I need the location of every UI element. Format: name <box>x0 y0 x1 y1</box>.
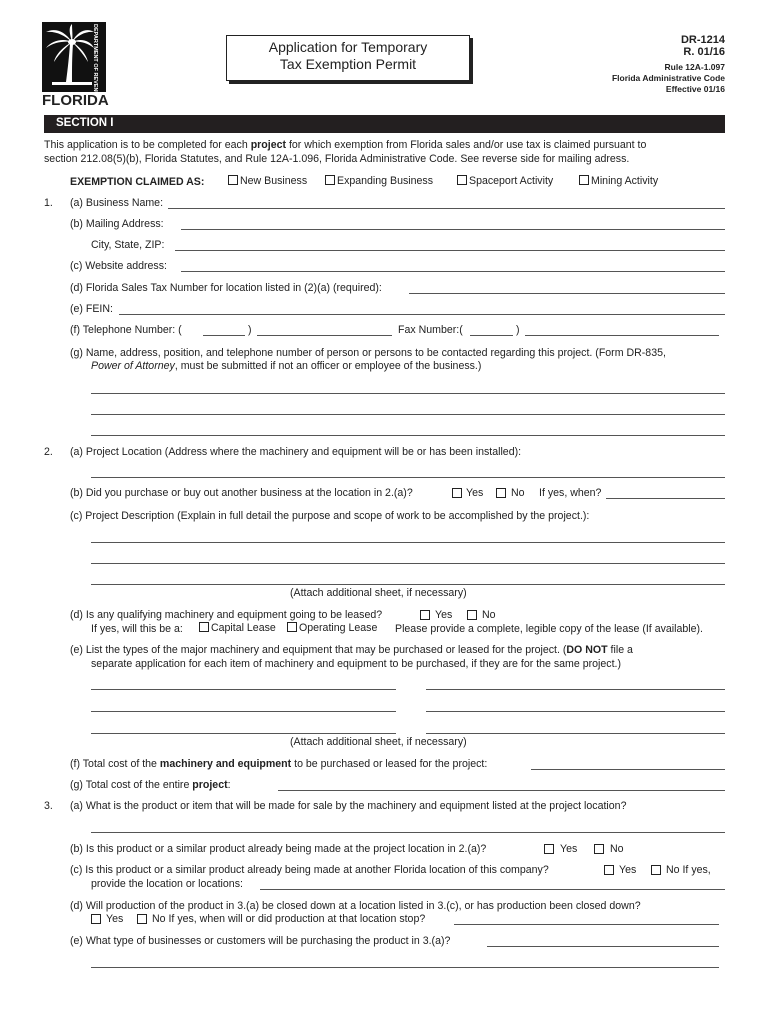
form-number: DR-1214 <box>680 34 725 46</box>
contact-field-3[interactable] <box>91 435 725 436</box>
checkbox[interactable] <box>325 175 335 185</box>
form-rule: Rule 12A-1.097 <box>664 62 725 72</box>
florida-dor-logo <box>42 22 109 109</box>
fax-number-field[interactable] <box>525 335 719 336</box>
q2b-label: (b) Did you purchase or buy out another business at the location in 2.(a)? <box>70 487 413 499</box>
project-location-field[interactable] <box>91 477 725 478</box>
q3d-yes-label: Yes <box>106 913 124 925</box>
form-effective: Effective 01/16 <box>665 84 725 94</box>
q1d-label: (d) Florida Sales Tax Number for location listed in (2)(a) (required): <box>70 282 382 294</box>
q3c-line1: (c) Is this product or a similar product already being made at another Florida location of this company? <box>70 864 549 876</box>
q3b-no-label: No <box>610 843 624 855</box>
project-description-field-3[interactable] <box>91 584 725 585</box>
q2d-line2: If yes, will this be a: <box>91 623 183 635</box>
q3b-yes-checkbox[interactable] <box>544 844 554 854</box>
q2d-yes-label: Yes <box>435 609 453 621</box>
q1c-label: (c) Website address: <box>70 260 167 272</box>
equipment-field-1b[interactable] <box>426 689 725 690</box>
customers-field-2[interactable] <box>91 967 719 968</box>
purchase-date-field[interactable] <box>606 498 725 499</box>
project-description-field-2[interactable] <box>91 563 725 564</box>
business-name-field[interactable] <box>168 208 725 209</box>
q1a-label: (a) Business Name: <box>70 197 164 209</box>
mailing-address-field[interactable] <box>181 229 725 230</box>
q3c-line2: provide the location or locations: <box>91 878 243 890</box>
lease-note: Please provide a complete, legible copy of the lease (If available). <box>395 623 703 635</box>
q2a-label: (a) Project Location (Address where the machinery and equipment will be or has been installed): <box>70 446 522 458</box>
form-title-box <box>226 35 470 81</box>
equipment-field-3b[interactable] <box>426 733 725 734</box>
q2-number: 2. <box>44 446 53 458</box>
q2f-label: (f) Total cost of the machinery and equipment to be purchased or leased for the project: <box>70 758 488 770</box>
logo-text: FLORIDA <box>42 92 109 109</box>
q2c-label: (c) Project Description (Explain in full detail the purpose and scope of work to be accomplished by the project.): <box>70 510 590 522</box>
section-title: SECTION I <box>56 117 114 129</box>
q3b-yes-label: Yes <box>560 843 578 855</box>
customers-field-1[interactable] <box>487 946 719 947</box>
q1f-phone-label: (f) Telephone Number: ( <box>70 324 182 336</box>
q1g-line1: (g) Name, address, position, and telephone number of person or persons to be contacted regarding this project. (Form DR-835, <box>70 347 666 359</box>
form-title-line1: Application for Temporary <box>268 39 428 55</box>
production-stop-field[interactable] <box>454 924 719 925</box>
city-state-zip-label: City, State, ZIP: <box>91 239 165 251</box>
checkbox[interactable] <box>228 175 238 185</box>
q2d-yes-checkbox[interactable] <box>420 610 430 620</box>
contact-field-2[interactable] <box>91 414 725 415</box>
fax-area-code-field[interactable] <box>470 335 513 336</box>
fein-field[interactable] <box>119 314 725 315</box>
form-id-block <box>612 34 725 95</box>
project-description-field-1[interactable] <box>91 542 725 543</box>
q2g-label: (g) Total cost of the entire project: <box>70 779 231 791</box>
q3-number: 3. <box>44 800 53 812</box>
form-admin-code: Florida Administrative Code <box>611 73 725 83</box>
city-state-zip-field[interactable] <box>175 250 725 251</box>
sales-tax-number-field[interactable] <box>409 293 725 294</box>
website-field[interactable] <box>181 271 725 272</box>
q2d-no-label: No <box>482 609 496 621</box>
intro-line1: This application is to be completed for each project for which exemption from Florida sales and/or use tax is claimed pursuant to <box>44 139 647 151</box>
q2e-line1: (e) List the types of the major machinery and equipment that may be purchased or leased for the project. (DO NOT file a <box>70 644 633 656</box>
equipment-field-2b[interactable] <box>426 711 725 712</box>
checkbox[interactable] <box>457 175 467 185</box>
capital-lease-option[interactable]: Capital Lease <box>199 622 276 635</box>
phone-number-field[interactable] <box>257 335 392 336</box>
attach-note-2: (Attach additional sheet, if necessary) <box>290 736 467 748</box>
q3c-yes-label: Yes <box>619 864 637 876</box>
fax-paren: ) <box>516 324 520 336</box>
q1e-label: (e) FEIN: <box>70 303 113 315</box>
attach-note-1: (Attach additional sheet, if necessary) <box>290 587 467 599</box>
phone-paren: ) <box>248 324 252 336</box>
q2b-yes-label: Yes <box>466 487 484 499</box>
checkbox[interactable] <box>287 622 297 632</box>
exemption-mining-activity[interactable]: Mining Activity <box>579 175 658 188</box>
q2b-when-label: If yes, when? <box>539 487 602 499</box>
contact-field-1[interactable] <box>91 393 725 394</box>
q3c-yes-checkbox[interactable] <box>604 865 614 875</box>
q3c-no-label: No If yes, <box>666 864 711 876</box>
q1g-line2: Power of Attorney, must be submitted if not an officer or employee of the business.) <box>91 360 482 372</box>
project-cost-field[interactable] <box>278 790 725 791</box>
operating-lease-option[interactable]: Operating Lease <box>287 622 377 635</box>
q2b-no-label: No <box>511 487 525 499</box>
checkbox[interactable] <box>199 622 209 632</box>
q1-number: 1. <box>44 197 53 209</box>
q3d-no-checkbox[interactable] <box>137 914 147 924</box>
q1b-label: (b) Mailing Address: <box>70 218 164 230</box>
section-bar <box>44 115 725 133</box>
q3b-label: (b) Is this product or a similar product already being made at the project location in 2.(a)? <box>70 843 487 855</box>
q3a-label: (a) What is the product or item that will be made for sale by the machinery and equipment listed at the project location? <box>70 800 627 812</box>
machinery-cost-field[interactable] <box>531 769 725 770</box>
q2d-line1: (d) Is any qualifying machinery and equipment going to be leased? <box>70 609 383 621</box>
q3d-yes-checkbox[interactable] <box>91 914 101 924</box>
q2b-no-checkbox[interactable] <box>496 488 506 498</box>
exemption-label: EXEMPTION CLAIMED AS: <box>70 176 205 188</box>
phone-area-code-field[interactable] <box>203 335 245 336</box>
q3c-no-checkbox[interactable] <box>651 865 661 875</box>
form-title-line2: Tax Exemption Permit <box>279 56 417 72</box>
exemption-expanding-business[interactable]: Expanding Business <box>325 175 433 188</box>
product-field[interactable] <box>91 832 725 833</box>
checkbox[interactable] <box>579 175 589 185</box>
other-locations-field[interactable] <box>260 889 725 890</box>
q3e-label: (e) What type of businesses or customers will be purchasing the product in 3.(a)? <box>70 935 451 947</box>
q3d-line1: (d) Will production of the product in 3.(a) be closed down at a location listed in 3.(c), or has production been closed down? <box>70 900 641 912</box>
q2b-yes-checkbox[interactable] <box>452 488 462 498</box>
logo-vertical-text: DEPARTMENT OF REVENUE <box>92 24 98 100</box>
equipment-field-1a[interactable] <box>91 689 396 690</box>
equipment-field-3a[interactable] <box>91 733 396 734</box>
form-revision: R. 01/16 <box>683 46 725 58</box>
exemption-spaceport-activity[interactable]: Spaceport Activity <box>457 175 553 188</box>
exemption-new-business[interactable]: New Business <box>228 175 307 188</box>
q1f-fax-label: Fax Number:( <box>398 324 463 336</box>
q3d-no-label: No If yes, when will or did production at that location stop? <box>152 913 426 925</box>
q2d-no-checkbox[interactable] <box>467 610 477 620</box>
q3b-no-checkbox[interactable] <box>594 844 604 854</box>
q2e-line2: separate application for each item of machinery and equipment to be purchased, if they are for the same project.) <box>91 658 621 670</box>
equipment-field-2a[interactable] <box>91 711 396 712</box>
intro-line2: section 212.08(5)(b), Florida Statutes, and Rule 12A-1.096, Florida Administrative Code. See reverse side for mailing adress. <box>44 153 630 165</box>
